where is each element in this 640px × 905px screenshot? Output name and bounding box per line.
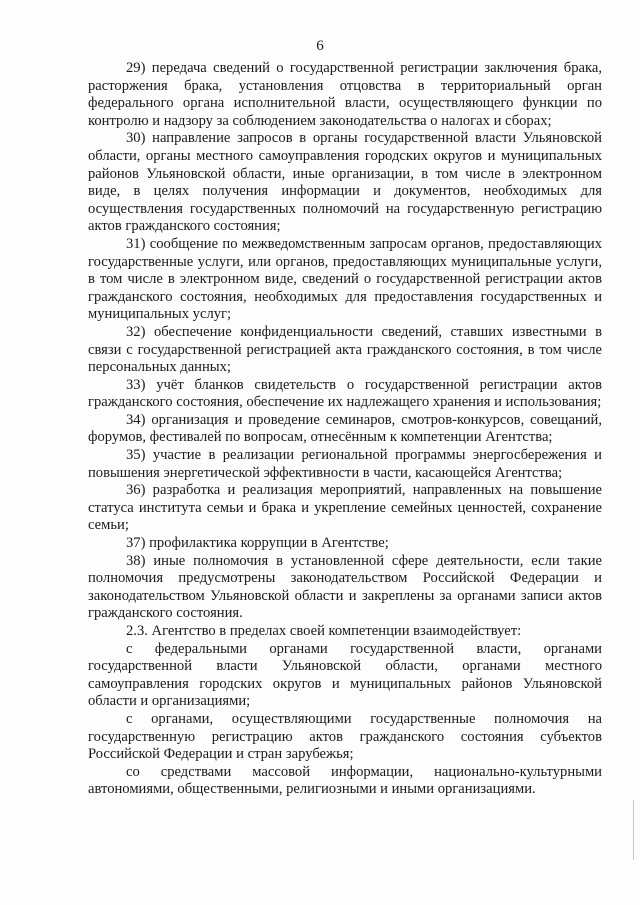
paragraph-item-31: 31) сообщение по межведомственным запросам органов, предоставляющих государственные услуги, или органов, предоставляющих муниципальные услуги, в том числе в электронном виде, сведений о государственной регистрации актов гражданского состояния, необходимых для предоставления государственных и муниципальных услуг; [88, 235, 602, 323]
paragraph-item-33: 33) учёт бланков свидетельств о государственной регистрации актов гражданского состояния, обеспечение их надлежащего хранения и использования; [88, 376, 602, 411]
paragraph-item-35: 35) участие в реализации региональной программы энергосбережения и повышения энергетической эффективности в части, касающейся Агентства; [88, 447, 602, 481]
section-heading-2-3: 2.3. Агентство в пределах своей компетенции взаимодействует: [126, 623, 522, 639]
paragraph-item-29: 29) передача сведений о государственной регистрации заключения брака, расторжения брака, установления отцовства в территориальный орган федерального органа исполнительной власти, осуществляющего функции по контролю и надзору за соблюдением законодательства о налогах и сборах; [88, 60, 602, 129]
interaction-item-federal: с федеральными органами государственной власти, органами государственной власти Ульяновской области, органами местного самоуправления городских округов и муниципальных районов Ульяновской области и организациями; [88, 640, 602, 710]
paragraph-item-34: 34) организация и проведение семинаров, смотров-конкурсов, совещаний, форумов, фестивалей по вопросам, отнесённым к компетенции Агентства; [88, 411, 602, 446]
page-number: 6 [316, 38, 324, 54]
document-body [88, 60, 602, 799]
paragraph-item-30: 30) направление запросов в органы государственной власти Ульяновской области, органы местного самоуправления городских округов и муниципальных районов Ульяновской области, иные организации, в том числе в электронном виде, в целях получения информации и документов, необходимых для осуществления государственных полномочий на государственную регистрацию актов гражданского состояния; [88, 130, 602, 235]
paragraph-item-32: 32) обеспечение конфиденциальности сведений, ставших известными в связи с государственной регистрацией акта гражданского состояния, в том числе персональных данных; [88, 323, 602, 376]
scan-edge-mark-right [633, 800, 634, 860]
interaction-item-registry-organs: с органами, осуществляющими государственные полномочия на государственную регистрацию актов гражданского состояния субъектов Российской Федерации и стран зарубежья; [88, 710, 602, 763]
interaction-item-media: со средствами массовой информации, национально-культурными автономиями, общественными, религиозными и иными организациями. [88, 763, 602, 798]
paragraph-item-37: 37) профилактика коррупции в Агентстве; [126, 535, 389, 552]
paragraph-item-38: 38) иные полномочия в установленной сфере деятельности, если такие полномочия предусмотрены законодательством Российской Федерации и законодательством Ульяновской области и закреплены за органами записи актов гражданского состояния. [88, 552, 602, 622]
paragraph-item-36: 36) разработка и реализация мероприятий, направленных на повышение статуса института семьи и брака и укрепление семейных ценностей, сохранение семьи; [88, 482, 602, 534]
